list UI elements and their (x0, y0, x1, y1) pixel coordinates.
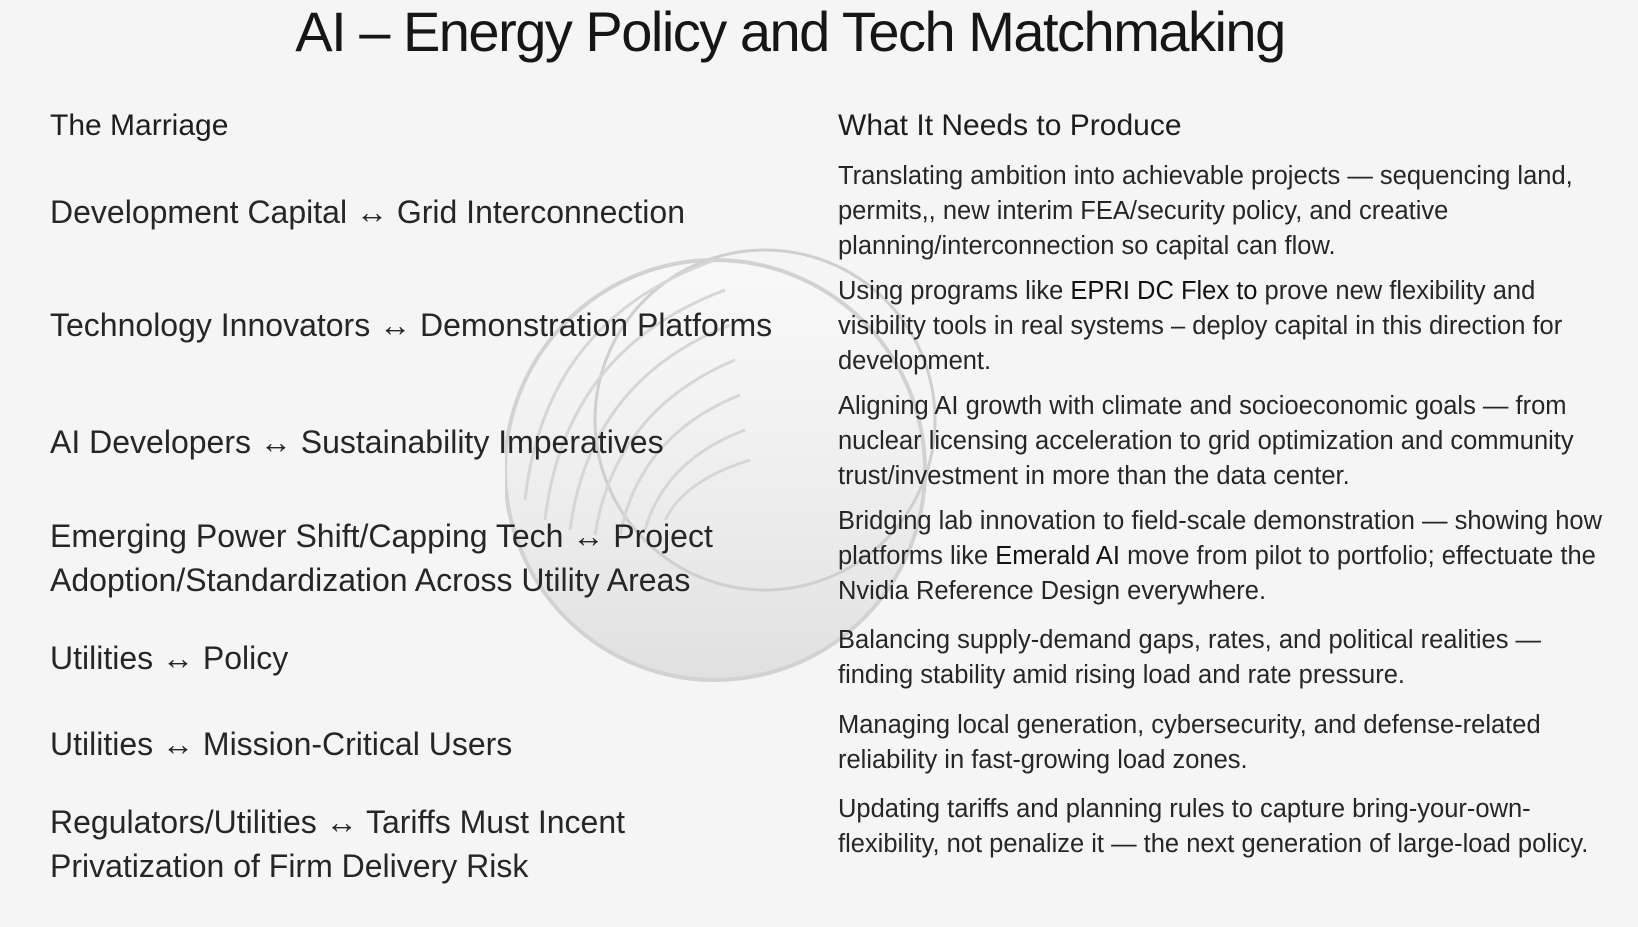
output-item: Balancing supply-demand gaps, rates, and political realities — finding stability amid rising load and rate pressure. (838, 626, 1542, 689)
output-item: Translating ambition into achievable projects — sequencing land, permits,, new interim FEA/security policy, and creative planning/interconnection so capital can flow. (838, 162, 1573, 260)
output-text: move from pilot to portfolio; effectuate the Nvidia Reference Design everywhere. (838, 542, 1596, 605)
left-column-heading: The Marriage (50, 109, 229, 142)
platform-highlight: Emerald AI (995, 542, 1121, 570)
output-item: Updating tariffs and planning rules to capture bring-your-own-flexibility, not penalize it — the next generation of large-load policy. (838, 795, 1589, 858)
pairing-item: AI Developers ↔ Sustainability Imperatives (50, 424, 664, 460)
output-item: Aligning AI growth with climate and socioeconomic goals — from nuclear licensing acceleration to grid optimization and community trust/investment in more than the data center. (838, 392, 1574, 490)
page-title: AI – Energy Policy and Tech Matchmaking (295, 0, 1285, 63)
pairing-item: Technology Innovators ↔ Demonstration Platforms (50, 307, 773, 343)
output-item (838, 504, 1608, 609)
output-item (838, 274, 1608, 379)
program-highlight: EPRI DC Flex to (1070, 277, 1258, 305)
pairing-item: Utilities ↔ Policy (50, 640, 289, 676)
output-text: Using programs like (838, 277, 1071, 305)
output-text: Bridging lab innovation to field-scale demonstration — showing how platforms like (838, 507, 1603, 570)
pairing-item: Regulators/Utilities ↔ Tariffs Must Incent Privatization of Firm Delivery Risk (50, 804, 626, 884)
output-text: prove new flexibility and visibility tools in real systems – deploy capital in this direction for development. (838, 277, 1563, 375)
pairing-item: Development Capital ↔ Grid Interconnection (50, 194, 685, 230)
pairing-item: Emerging Power Shift/Capping Tech ↔ Project Adoption/Standardization Across Utility Areas (50, 518, 713, 598)
right-column-heading: What It Needs to Produce (838, 109, 1182, 142)
pairing-item: Utilities ↔ Mission-Critical Users (50, 726, 513, 762)
output-item: Managing local generation, cybersecurity, and defense-related reliability in fast-growing load zones. (838, 711, 1541, 774)
